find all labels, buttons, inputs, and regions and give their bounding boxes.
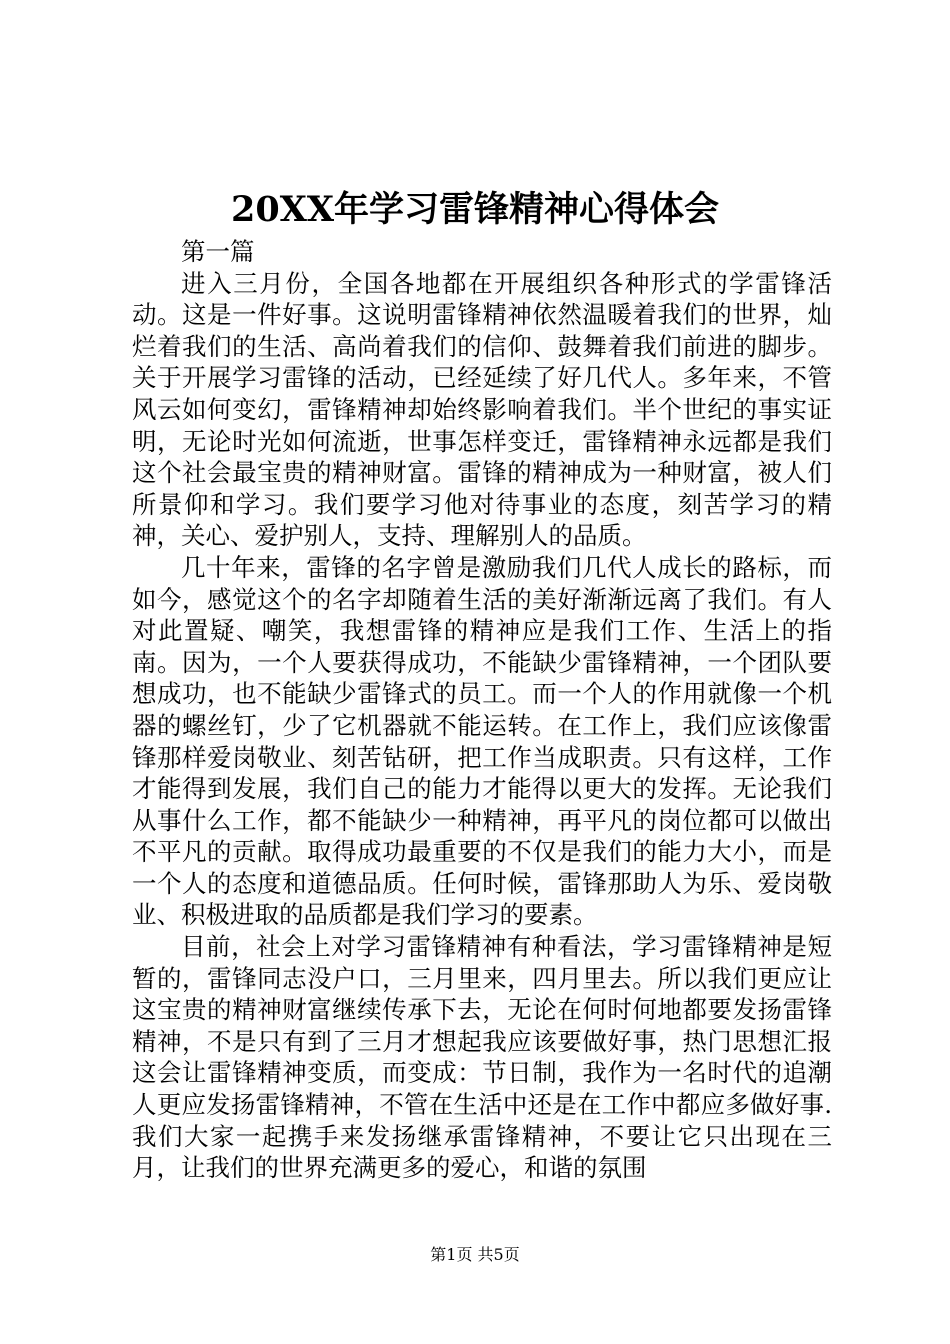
paragraph-2: 几十年来，雷锋的名字曾是激励我们几代人成长的路标，而如今，感觉这个的名字却随着生活的美好渐渐远离了我们。有人对此置疑、嘲笑，我想雷锋的精神应是我们工作、生活上的指南。因为，一个人要获得成功，不能缺少雷锋精神，一个团队要想成功，也不能缺少雷锋式的员工。而一个人的作用就像一个机器的螺丝钉，少了它机器就不能运转。在工作上，我们应该像雷锋那样爱岗敬业、刻苦钻研，把工作当成职责。只有这样，工作才能得到发展，我们自己的能力才能得以更大的发挥。无论我们从事什么工作，都不能缺少一种精神，再平凡的岗位都可以做出不平凡的贡献。取得成功最重要的不仅是我们的能力大小，而是一个人的态度和道德品质。任何时候，雷锋那助人为乐、爱岗敬业、积极进取的品质都是我们学习的要素。: [132, 552, 832, 930]
section-label: 第一篇: [181, 237, 255, 266]
page-title: 20XX年学习雷锋精神心得体会: [230, 189, 720, 230]
document-body: [132, 236, 832, 1184]
paragraph-1: 进入三月份，全国各地都在开展组织各种形式的学雷锋活动。这是一件好事。这说明雷锋精神依然温暖着我们的世界，灿烂着我们的生活、高尚着我们的信仰、鼓舞着我们前进的脚步。关于开展学习雷锋的活动，已经延续了好几代人。多年来，不管风云如何变幻，雷锋精神却始终影响着我们。半个世纪的事实证明，无论时光如何流逝，世事怎样变迁，雷锋精神永远都是我们这个社会最宝贵的精神财富。雷锋的精神成为一种财富，被人们所景仰和学习。我们要学习他对待事业的态度，刻苦学习的精神，关心、爱护别人，支持、理解别人的品质。: [132, 268, 832, 551]
paragraph-3: 目前，社会上对学习雷锋精神有种看法，学习雷锋精神是短暂的，雷锋同志没户口，三月里来，四月里去。所以我们更应让这宝贵的精神财富继续传承下去，无论在何时何地都要发扬雷锋精神，不是只有到了三月才想起我应该要做好事，热门思想汇报这会让雷锋精神变质，而变成：节日制，我作为一名时代的追潮人更应发扬雷锋精神，不管在生活中还是在工作中都应多做好事.我们大家一起携手来发扬继承雷锋精神，不要让它只出现在三月，让我们的世界充满更多的爱心，和谐的氛围: [132, 932, 832, 1183]
page-number-footer: 第1页 共5页: [430, 1245, 520, 1264]
